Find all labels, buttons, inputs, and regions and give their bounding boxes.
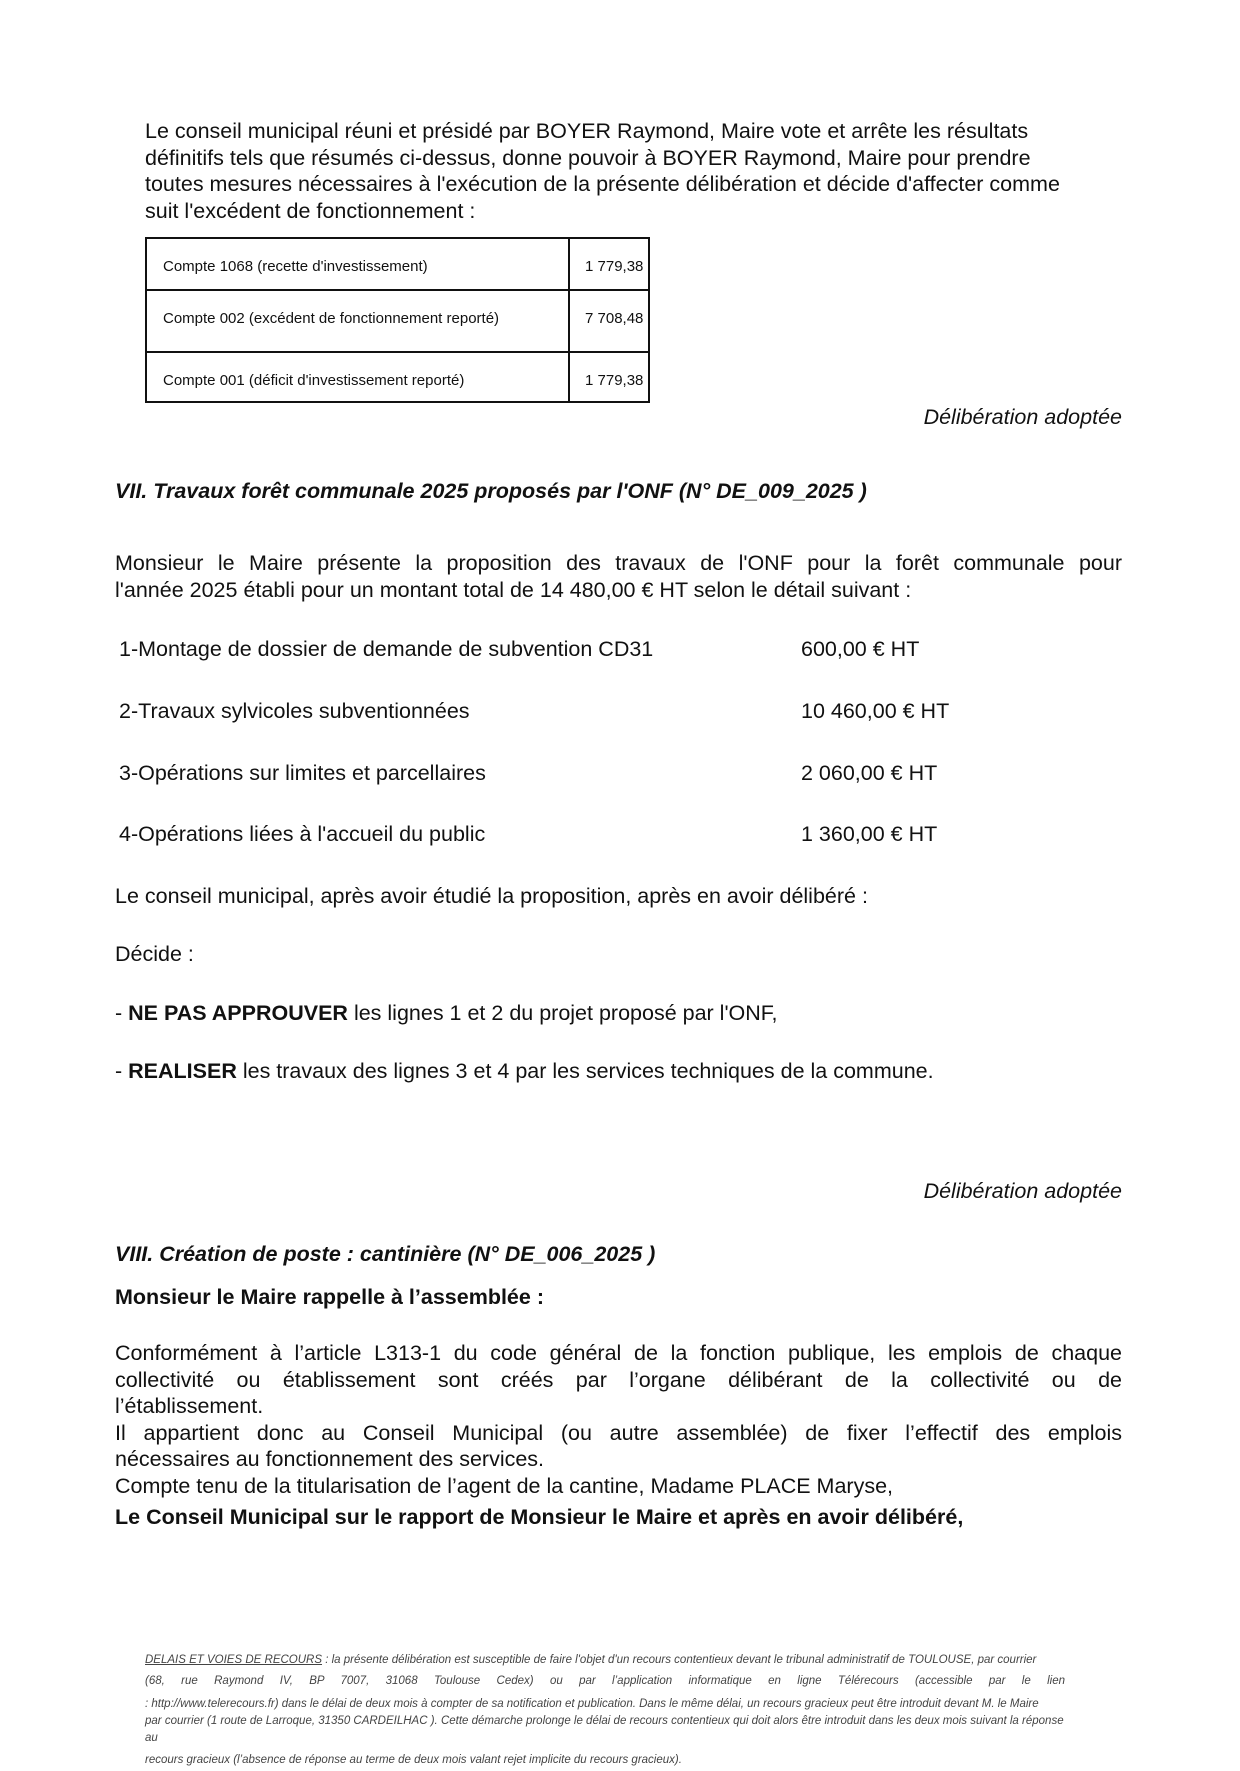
decision-keyword: NE PAS APPROUVER [128, 1001, 348, 1025]
footer-line [145, 1650, 1065, 1671]
decision-text: les travaux des lignes 3 et 4 par les services techniques de la commune. [236, 1059, 934, 1083]
section7-intro [115, 550, 1122, 603]
work-item-amount: 1 360,00 € HT [801, 822, 938, 846]
paragraph-line: Il appartient donc au Conseil Municipal (ou autre assemblée) de fixer l’effectif des emplois [115, 1420, 1122, 1445]
footer-line: (68, rue Raymond IV, BP 7007, 31068 Toulouse Cedex) ou par l’application informatique en ligne Télérecours (accessible par le lien [145, 1675, 1065, 1687]
account-label: Compte 002 (excédent de fonctionnement reporté) [146, 290, 569, 352]
footer-line: recours gracieux (l’absence de réponse au terme de deux mois valant rejet implicite du recours gracieux). [145, 1754, 682, 1766]
work-item-amount: 600,00 € HT [801, 637, 920, 661]
paragraph-line: collectivité ou établissement sont créés par l’organe délibérant de la collectivité ou de [115, 1367, 1122, 1392]
decision-text: les lignes 1 et 2 du projet proposé par l'ONF, [347, 1001, 778, 1025]
paragraph-line: Conformément à l’article L313-1 du code général de la fonction publique, les emplois de chaque [115, 1341, 1122, 1365]
decision-prefix: - [115, 1001, 129, 1025]
section-title: VIII. Création de poste : cantinière (N° DE_006_2025 ) [115, 1242, 656, 1266]
decision-line [115, 1058, 934, 1085]
paragraph-line: l’établissement. [115, 1394, 264, 1418]
account-value: 1 779,38 [569, 238, 649, 290]
work-item-label: 2-Travaux sylvicoles subventionnées [119, 699, 470, 723]
paragraph-line: Compte tenu de la titularisation de l’agent de la cantine, Madame PLACE Maryse, [115, 1473, 894, 1498]
adopted-label: Délibération adoptée [923, 405, 1122, 429]
council-text: Le conseil municipal, après avoir étudié la proposition, après en avoir délibéré : [115, 884, 868, 908]
work-item-label: 3-Opérations sur limites et parcellaires [119, 761, 486, 785]
account-value: 1 779,38 [569, 352, 649, 402]
reminder-heading: Monsieur le Maire rappelle à l’assemblée : [115, 1285, 544, 1309]
intro-line: Le conseil municipal réuni et présidé par BOYER Raymond, Maire vote et arrête les résultats [145, 119, 1029, 143]
footer-line: : http://www.telerecours.fr) dans le délai de deux mois à compter de sa notification et publication. Dans le même délai, un recours gracieux peut être introduit devant M. le Maire [145, 1698, 1039, 1710]
table-row [146, 290, 649, 352]
section8-paragraph [115, 1340, 1122, 1499]
section7-intro-line: l'année 2025 établi pour un montant total de 14 480,00 € HT selon le détail suivant : [115, 577, 912, 602]
table-row [146, 352, 649, 402]
results-table [145, 237, 650, 403]
intro-line: toutes mesures nécessaires à l'exécution de la présente délibération et décide d'affecter comme [145, 172, 1060, 196]
section-title: VII. Travaux forêt communale 2025 proposés par l'ONF (N° DE_009_2025 ) [115, 479, 867, 503]
decide-label: Décide : [115, 942, 194, 966]
decision-keyword: REALISER [128, 1059, 237, 1083]
work-item-amount: 10 460,00 € HT [801, 699, 950, 723]
intro-line: définitifs tels que résumés ci-dessus, donne pouvoir à BOYER Raymond, Maire pour prendre [145, 145, 1031, 170]
work-item-label: 4-Opérations liées à l'accueil du public [119, 822, 486, 846]
council-conclusion: Le Conseil Municipal sur le rapport de Monsieur le Maire et après en avoir délibéré, [115, 1505, 964, 1529]
paragraph-line: nécessaires au fonctionnement des services. [115, 1447, 545, 1471]
footer-line: par courrier (1 route de Larroque, 31350 CARDEILHAC ). Cette démarche prolonge le délai de recours contentieux qui doit alors être introduit dans les deux mois suivant la réponse au [145, 1715, 1064, 1744]
intro-line: suit l'excédent de fonctionnement : [145, 198, 476, 223]
section7-intro-line: Monsieur le Maire présente la proposition des travaux de l'ONF pour la forêt communale pour [115, 551, 1122, 575]
table-row [146, 238, 649, 290]
account-label: Compte 001 (déficit d'investissement reporté) [146, 352, 569, 402]
footer-label: DELAIS ET VOIES DE RECOURS [145, 1654, 323, 1666]
adopted-label: Délibération adoptée [923, 1179, 1122, 1203]
intro-paragraph [145, 118, 1120, 224]
decision-prefix: - [115, 1059, 129, 1083]
work-item-amount: 2 060,00 € HT [801, 761, 938, 785]
work-item-label: 1-Montage de dossier de demande de subvention CD31 [119, 637, 654, 661]
footer-text: : la présente délibération est susceptible de faire l'objet d'un recours contentieux devant le tribunal administratif de TOULOUSE, par courrier [322, 1654, 1037, 1666]
account-label: Compte 1068 (recette d'investissement) [146, 238, 569, 290]
decision-line [115, 1000, 778, 1027]
account-value: 7 708,48 [569, 290, 649, 352]
